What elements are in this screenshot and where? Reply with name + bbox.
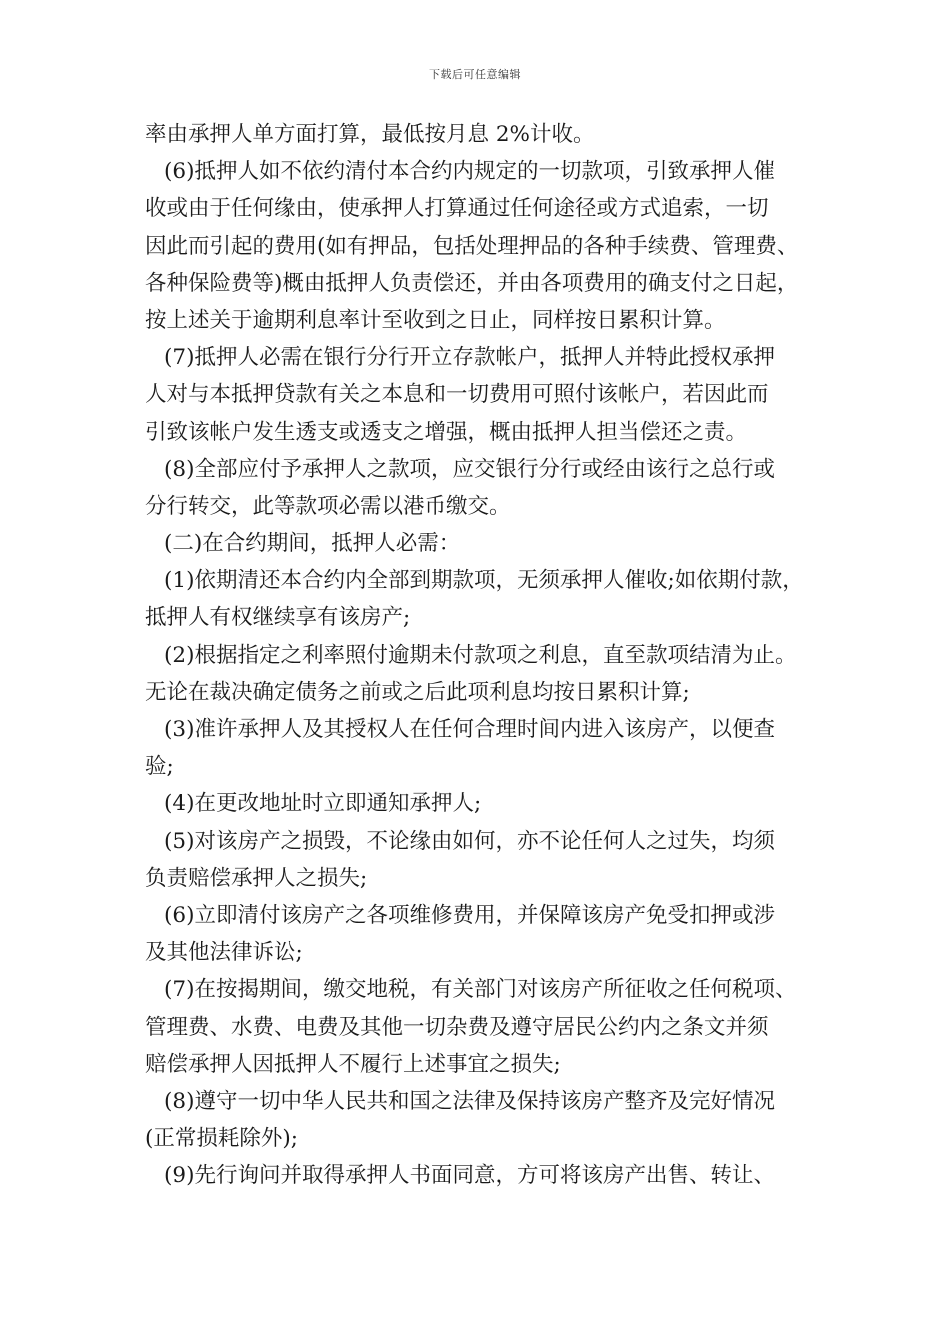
text-line: (6)立即清付该房产之各项维修费用，并保障该房产免受扣押或涉 <box>164 902 775 928</box>
text-line: 收或由于任何缘由，使承押人打算通过任何途径或方式追索，一切 <box>145 196 769 222</box>
text-line: (5)对该房产之损毁，不论缘由如何，亦不论任何人之过失，均须 <box>164 828 775 854</box>
document-body <box>145 116 815 1194</box>
text-line: 因此而引起的费用(如有押品，包括处理押品的各种手续费、管理费、 <box>145 233 799 259</box>
text-line: 无论在裁决确定债务之前或之后此项利息均按日累积计算; <box>145 679 690 705</box>
text-line: 及其他法律诉讼; <box>145 940 303 966</box>
text-line: 验; <box>145 754 174 780</box>
text-line: (1)依期清还本合约内全部到期款项，无须承押人催收;如依期付款， <box>164 568 804 594</box>
text-line: 赔偿承押人因抵押人不履行上述事宜之损失; <box>145 1051 561 1077</box>
text-line: (9)先行询问并取得承押人书面同意，方可将该房产出售、转让、 <box>164 1163 775 1189</box>
text-line: 分行转交，此等款项必需以港币缴交。 <box>145 493 511 519</box>
text-line: 人对与本抵押贷款有关之本息和一切费用可照付该帐户，若因此而 <box>145 382 769 408</box>
text-line: (8)遵守一切中华人民共和国之法律及保持该房产整齐及完好情况 <box>164 1088 775 1114</box>
text-line: (7)抵押人必需在银行分行开立存款帐户，抵押人并特此授权承押 <box>164 345 775 371</box>
text-line: 率由承押人单方面打算，最低按月息 2%计收。 <box>145 122 595 147</box>
text-line: (6)抵押人如不依约清付本合约内规定的一切款项，引致承押人催 <box>164 159 775 185</box>
text-line: (4)在更改地址时立即通知承押人; <box>164 791 482 817</box>
text-line: (2)根据指定之利率照付逾期未付款项之利息，直至款项结清为止。 <box>164 642 797 668</box>
text-line: 各种保险费等)概由抵押人负责偿还，并由各项费用的确支付之日起， <box>145 270 799 296</box>
text-line: 抵押人有权继续享有该房产; <box>145 605 411 631</box>
text-line: (7)在按揭期间，缴交地税，有关部门对该房产所征收之任何税项、 <box>164 977 797 1003</box>
page-header: 下载后可任意编辑 <box>429 68 521 81</box>
text-line: 管理费、水费、电费及其他一切杂费及遵守居民公约内之条文并须 <box>145 1014 769 1040</box>
text-line: 引致该帐户发生透支或透支之增强，概由抵押人担当偿还之责。 <box>145 419 748 445</box>
text-line: (3)准许承押人及其授权人在任何合理时间内进入该房产，以便查 <box>164 717 775 742</box>
text-line: (8)全部应付予承押人之款项，应交银行分行或经由该行之总行或 <box>164 456 775 482</box>
text-line: 按上述关于逾期利息率计至收到之日止，同样按日累积计算。 <box>145 307 726 333</box>
text-line: (正常损耗除外); <box>145 1126 299 1152</box>
text-line: (二)在合约期间，抵押人必需： <box>164 531 461 557</box>
text-line: 负责赔偿承押人之损失; <box>145 865 368 891</box>
